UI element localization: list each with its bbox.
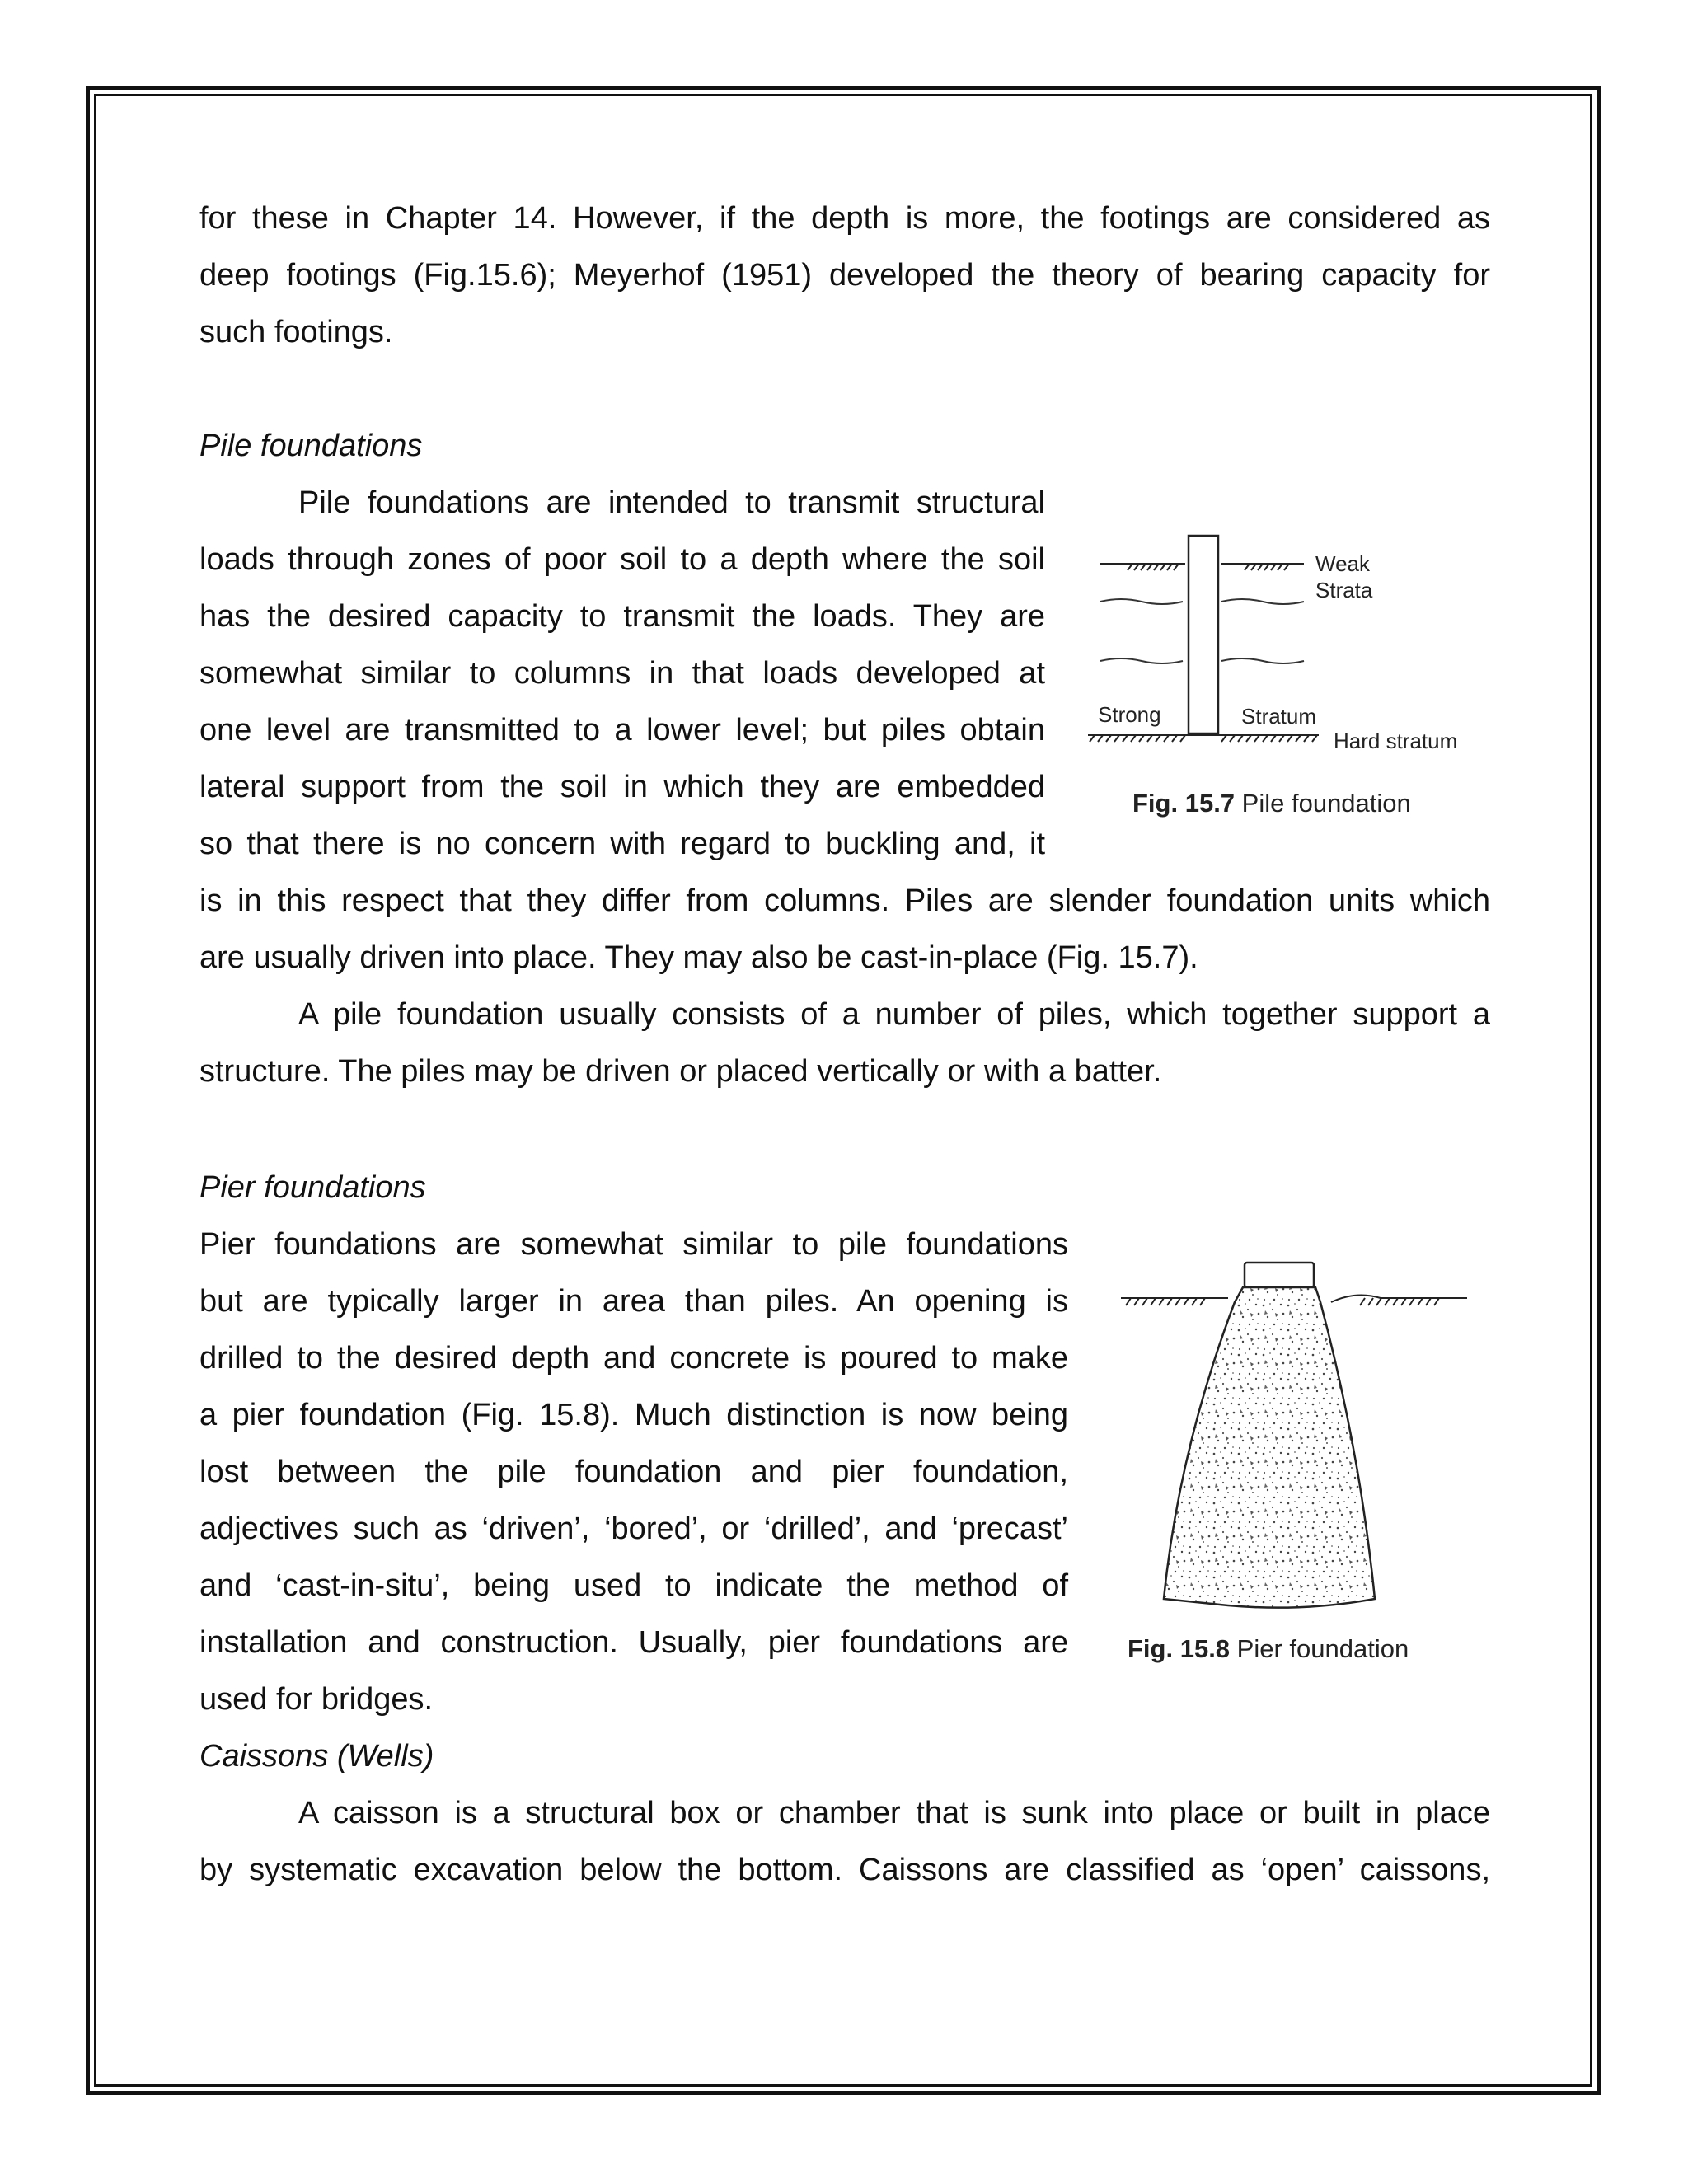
pier-ground-hatch-left [1126, 1298, 1205, 1305]
pile-foundation-figure [1080, 527, 1492, 758]
pile-line-10: A pile foundation usually consists of a number of piles, which together support a [298, 997, 1490, 1032]
pier-section-heading: Pier foundations [199, 1170, 426, 1205]
caisson-section-heading: Caissons (Wells) [199, 1739, 434, 1774]
ground-hatch-right [1245, 564, 1289, 570]
pile-line-11: structure. The piles may be driven or placed vertically or with a batter. [199, 1054, 1162, 1089]
pile-line-3: has the desired capacity to transmit the loads. They are [199, 599, 1045, 634]
pier-line-3: drilled to the desired depth and concrete is poured to make [199, 1341, 1068, 1376]
pier-figure-caption-number: Fig. 15.8 [1128, 1634, 1231, 1663]
pier-line-8: installation and construction. Usually, pier foundations are [199, 1625, 1068, 1660]
pier-line-7: and ‘cast-in-situ’, being used to indicate the method of [199, 1568, 1068, 1603]
label-hard-stratum: Hard stratum [1334, 729, 1458, 753]
ground-hatch-left [1128, 564, 1179, 570]
caisson-line-2: by systematic excavation below the bottom. Caissons are classified as ‘open’ caissons, [199, 1853, 1490, 1887]
pier-figure-caption [1128, 1633, 1409, 1666]
strata-line-right-1 [1221, 599, 1304, 604]
pile-line-8: is in this respect that they differ from columns. Piles are slender foundation units which [199, 883, 1490, 918]
pier-line-4: a pier foundation (Fig. 15.8). Much distinction is now being [199, 1398, 1068, 1432]
paragraph-1-line-1: for these in Chapter 14. However, if the depth is more, the footings are considered as [199, 201, 1490, 236]
label-weak: Weak [1315, 551, 1370, 576]
label-strata: Strata [1315, 578, 1373, 602]
caisson-line-1: A caisson is a structural box or chamber that is sunk into place or built in place [298, 1796, 1490, 1830]
pier-body [1164, 1287, 1375, 1608]
paragraph-1-line-3: such footings. [199, 315, 393, 349]
pier-line-6: adjectives such as ‘driven’, ‘bored’, or ‘drilled’, and ‘precast’ [199, 1511, 1068, 1546]
pile-line-7: so that there is no concern with regard to buckling and, it [199, 827, 1045, 861]
paragraph-1-line-2: deep footings (Fig.15.6); Meyerhof (1951) developed the theory of bearing capacity for [199, 258, 1490, 293]
pier-line-2: but are typically larger in area than piles. An opening is [199, 1284, 1068, 1319]
pile-line-2: loads through zones of poor soil to a depth where the soil [199, 542, 1045, 577]
strata-line-right-2 [1221, 658, 1304, 663]
strata-line-left-1 [1100, 599, 1183, 604]
pile-figure-caption-number: Fig. 15.7 [1132, 789, 1236, 818]
pier-figure-caption-text: Pier foundation [1236, 1634, 1409, 1663]
pier-line-1: Pier foundations are somewhat similar to pile foundations [199, 1227, 1068, 1262]
pile-line-9: are usually driven into place. They may also be cast-in-place (Fig. 15.7). [199, 940, 1198, 975]
pile-shaft [1189, 536, 1218, 733]
strata-line-left-2 [1100, 658, 1183, 663]
pile-section-heading: Pile foundations [199, 429, 423, 463]
pier-line-5: lost between the pile foundation and pier foundation, [199, 1455, 1068, 1489]
pile-line-6: lateral support from the soil in which they are embedded [199, 770, 1045, 804]
label-stratum: Stratum [1241, 704, 1317, 729]
pile-line-1: Pile foundations are intended to transmit structural [298, 485, 1045, 520]
pier-cap [1245, 1263, 1314, 1287]
hard-stratum-hatch [1090, 735, 1317, 742]
pile-line-5: one level are transmitted to a lower level; but piles obtain [199, 713, 1045, 748]
pier-line-9: used for bridges. [199, 1682, 434, 1717]
pile-figure-caption-text: Pile foundation [1241, 789, 1411, 818]
pile-line-4: somewhat similar to columns in that loads developed at [199, 656, 1045, 691]
pier-foundation-figure [1113, 1253, 1475, 1624]
pile-figure-caption [1132, 787, 1411, 820]
label-strong: Strong [1098, 702, 1161, 727]
pier-ground-hatch-right [1360, 1298, 1439, 1305]
pier-ground-line-right [1331, 1295, 1467, 1302]
